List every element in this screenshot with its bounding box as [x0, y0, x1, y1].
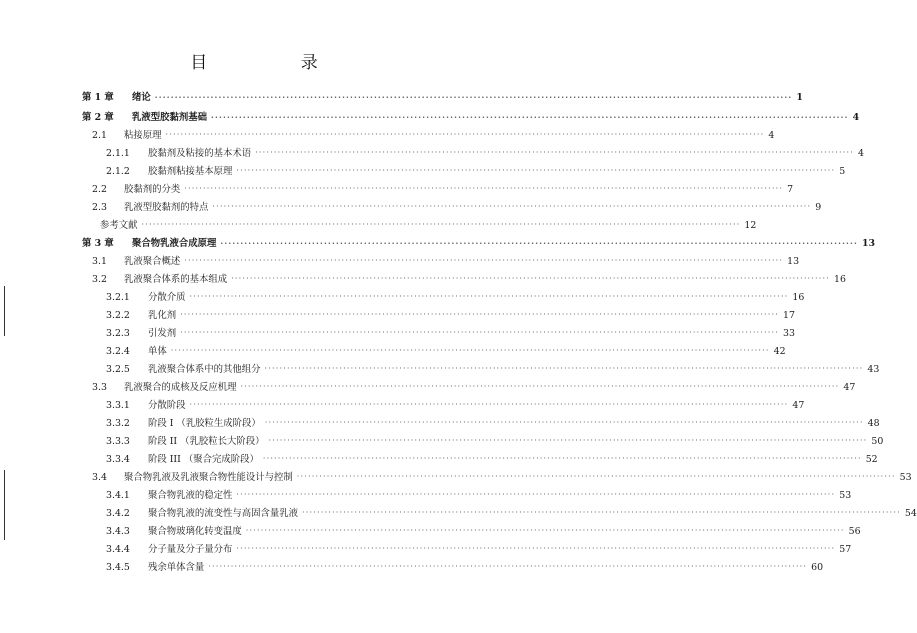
toc-entry-title: 胶黏剂的分类: [124, 184, 181, 195]
toc-entry-page: 13: [787, 256, 800, 267]
toc-entry: [0, 434, 884, 450]
toc-entry-lead: [0, 560, 204, 576]
toc-entry-number: 3.2.5: [106, 364, 130, 375]
toc-entry: [0, 200, 822, 216]
toc-leader-dots: ································································································································································: [189, 400, 789, 409]
toc-entry: [0, 236, 876, 252]
toc-entry-title: 乳化剂: [148, 310, 177, 321]
toc-entry-number: 第 2 章: [82, 112, 114, 123]
toc-entry-title: 乳液型胶黏剂的特点: [124, 202, 209, 213]
toc-entry-page: 4: [768, 130, 775, 141]
toc-entry-title: 绪论: [132, 92, 151, 103]
toc-leader-dots: ································································································································································: [212, 202, 812, 211]
toc-entry-page: 47: [792, 400, 805, 411]
toc-entry-lead: [0, 254, 180, 270]
toc-entry-page: 54: [904, 508, 917, 519]
toc-entry-page: 12: [744, 220, 757, 231]
toc-entry-title: 乳液聚合的成核及反应机理: [124, 382, 237, 393]
toc-entry-lead: [0, 146, 251, 162]
toc-leader-dots: ································································································································································: [296, 472, 896, 481]
toc-entry: [0, 506, 917, 522]
toc-leader-dots: ································································································································································: [255, 148, 855, 157]
toc-entry-lead: [0, 524, 242, 540]
toc-entry-title: 乳液聚合概述: [124, 256, 181, 267]
toc-entry-lead: [0, 110, 207, 126]
toc-entry-title: 参考文献: [100, 220, 138, 231]
toc-entry-lead: [0, 362, 261, 378]
toc-leader-dots: ································································································································································: [180, 310, 780, 319]
toc-entry-lead: [0, 398, 186, 414]
toc-leader-dots: ································································································································································: [231, 274, 831, 283]
toc-entry-number: 3.4.3: [106, 526, 130, 537]
toc-entry-number: 3.3.1: [106, 400, 130, 411]
toc-entry-title: 聚合物乳液的稳定性: [148, 490, 233, 501]
toc-leader-dots: ································································································································································: [180, 328, 780, 337]
toc-entry: [0, 272, 846, 288]
toc-entry-page: 4: [852, 112, 860, 123]
toc-leader-dots: ································································································································································: [262, 454, 862, 463]
toc-entry-title: 乳液聚合体系的基本组成: [124, 274, 228, 285]
toc-leader-dots: ································································································································································: [302, 508, 901, 517]
toc-entry-page: 43: [867, 364, 880, 375]
toc-entry-lead: [0, 272, 227, 288]
toc-entry-page: 4: [858, 148, 864, 159]
toc-entry: [0, 488, 852, 504]
toc-leader-dots: ································································································································································: [236, 490, 836, 499]
toc-entry-page: 60: [811, 562, 824, 573]
toc-entry-page: 7: [787, 184, 794, 195]
toc-entry-lead: [0, 128, 162, 144]
toc-entry-number: 3.2.3: [106, 328, 130, 339]
toc-entry-title: 分散阶段: [148, 400, 186, 411]
toc-leader-dots: ································································································································································: [184, 184, 784, 193]
toc-entry-lead: [0, 236, 216, 252]
toc-entry-page: 16: [792, 292, 805, 303]
toc-entry-number: 2.1: [92, 130, 107, 141]
toc-leader-dots: ································································································································································: [240, 382, 840, 391]
toc-entry-title: 聚合物玻璃化转变温度: [148, 526, 242, 537]
toc-entry: [0, 182, 794, 198]
toc-entry: [0, 290, 805, 306]
toc-entry-lead: [0, 344, 167, 360]
toc-entry-page: 53: [899, 472, 912, 483]
toc-entry-title: 聚合物乳液及乳液聚合物性能设计与控制: [124, 472, 293, 483]
toc-entry: [0, 308, 795, 324]
toc-entry-title: 分子量及分子量分布: [148, 544, 233, 555]
toc-entry-page: 17: [783, 310, 795, 321]
toc-entry-lead: [0, 326, 176, 342]
toc-entry-title: 阶段 II （乳胶粒长大阶段）: [148, 436, 265, 447]
toc-entry-number: 3.3.2: [106, 418, 130, 429]
toc-entry-lead: [0, 506, 298, 522]
toc-entry: [0, 398, 805, 414]
toc-entry-number: 2.2: [92, 184, 107, 195]
toc-leader-dots: ································································································································································: [154, 92, 793, 102]
toc-entry-title: 乳液聚合体系中的其他组分: [148, 364, 261, 375]
toc-entry-page: 50: [871, 436, 884, 447]
toc-entry-lead: [0, 416, 261, 432]
toc-entry: [0, 560, 824, 576]
toc-leader-dots: ································································································································································: [165, 130, 765, 139]
toc-entry: [0, 146, 864, 162]
toc-entry-page: 33: [783, 328, 795, 339]
toc-entry-number: 第 1 章: [82, 92, 114, 103]
toc-leader-dots: ································································································································································: [236, 166, 836, 175]
toc-entry-lead: [0, 218, 138, 234]
toc-entry: [0, 470, 912, 486]
toc-leader-dots: ································································································································································: [236, 544, 836, 553]
toc-entry-lead: [0, 542, 232, 558]
toc-entry: [0, 218, 757, 234]
toc-entry: [0, 380, 856, 396]
page-title: 目 录: [190, 53, 362, 73]
toc-leader-dots: ································································································································································: [189, 292, 789, 301]
toc-entry-title: 阶段 I （乳胶粒生成阶段）: [148, 418, 261, 429]
toc-leader-dots: ································································································································································: [211, 112, 849, 122]
toc-entry-lead: [0, 452, 259, 468]
toc-entry: [0, 524, 861, 540]
toc-entry-title: 胶黏剂及粘接的基本术语: [148, 148, 252, 159]
toc-entry-number: 2.3: [92, 202, 107, 213]
toc-leader-dots: ································································································································································: [141, 220, 741, 229]
toc-entry-page: 13: [862, 238, 876, 249]
toc-leader-dots: ································································································································································: [208, 562, 808, 571]
toc-entry-lead: [0, 470, 293, 486]
toc-entry-lead: [0, 90, 151, 106]
toc-entry-number: 3.4.4: [106, 544, 130, 555]
toc-entry-page: 16: [834, 274, 846, 285]
toc-entry-lead: [0, 488, 232, 504]
toc-entry-number: 3.2.2: [106, 310, 130, 321]
toc-entry-page: 9: [815, 202, 822, 213]
toc-entry: [0, 128, 775, 144]
toc-entry-lead: [0, 164, 232, 180]
toc-entry-page: 5: [839, 166, 846, 177]
toc-entry: [0, 326, 795, 342]
toc-entry-title: 聚合物乳液合成原理: [132, 238, 217, 249]
toc-entry-number: 第 3 章: [82, 238, 114, 249]
toc-entry-number: 3.1: [92, 256, 107, 267]
toc-entry-page: 48: [867, 418, 880, 429]
toc-leader-dots: ································································································································································: [184, 256, 784, 265]
toc-entry: [0, 164, 846, 180]
toc-entry-number: 3.4.2: [106, 508, 130, 519]
toc-leader-dots: ································································································································································: [245, 526, 845, 535]
scan-edge-mark: [4, 470, 5, 540]
toc-entry-page: 56: [848, 526, 861, 537]
toc-entry-lead: [0, 200, 208, 216]
toc-entry-number: 3.4.1: [106, 490, 130, 501]
toc-entry-number: 3.3: [92, 382, 107, 393]
toc-entry: [0, 542, 852, 558]
toc-entry-title: 乳液型胶黏剂基础: [132, 112, 208, 123]
toc-entry-page: 52: [865, 454, 878, 465]
scan-edge-mark: [4, 286, 5, 336]
toc-entry-page: 47: [843, 382, 856, 393]
toc-entry-number: 3.3.4: [106, 454, 130, 465]
toc-entry: [0, 362, 880, 378]
toc-leader-dots: ································································································································································: [220, 238, 859, 248]
toc-leader-dots: ································································································································································: [264, 418, 864, 427]
toc-entry: [0, 344, 786, 360]
toc-entry-number: 2.1.1: [106, 148, 130, 159]
toc-entry-title: 阶段 III （聚合完成阶段）: [148, 454, 259, 465]
toc-entry-lead: [0, 182, 180, 198]
toc-entry-page: 57: [839, 544, 852, 555]
toc-entry: [0, 90, 803, 106]
toc-entry: [0, 416, 880, 432]
toc-entry-number: 3.2.1: [106, 292, 130, 303]
toc-entry-title: 残余单体含量: [148, 562, 205, 573]
toc-entry-number: 2.1.2: [106, 166, 130, 177]
toc-entry-lead: [0, 380, 237, 396]
toc-entry-number: 3.4: [92, 472, 107, 483]
toc-entry-lead: [0, 308, 176, 324]
toc-entry: [0, 452, 878, 468]
toc-entry-title: 引发剂: [148, 328, 177, 339]
toc-entry-number: 3.4.5: [106, 562, 130, 573]
toc-entry-title: 粘接原理: [124, 130, 162, 141]
toc-entry-title: 胶黏剂粘接基本原理: [148, 166, 233, 177]
toc-entry-number: 3.2.4: [106, 346, 130, 357]
toc-entry-title: 单体: [148, 346, 167, 357]
toc-entry-page: 42: [773, 346, 786, 357]
toc-entry: [0, 254, 800, 270]
toc-entry-page: 53: [839, 490, 852, 501]
toc-entry-title: 分散介质: [148, 292, 186, 303]
toc-leader-dots: ································································································································································: [268, 436, 868, 445]
toc-entry-lead: [0, 434, 265, 450]
toc-entry-number: 3.2: [92, 274, 107, 285]
toc-entry-lead: [0, 290, 186, 306]
toc-entry-number: 3.3.3: [106, 436, 130, 447]
toc-entry-page: 1: [796, 92, 803, 103]
toc-entry: [0, 110, 860, 126]
toc-leader-dots: ································································································································································: [170, 346, 770, 355]
toc-leader-dots: ································································································································································: [264, 364, 864, 373]
toc-entry-title: 聚合物乳液的流变性与高固含量乳液: [148, 508, 299, 519]
